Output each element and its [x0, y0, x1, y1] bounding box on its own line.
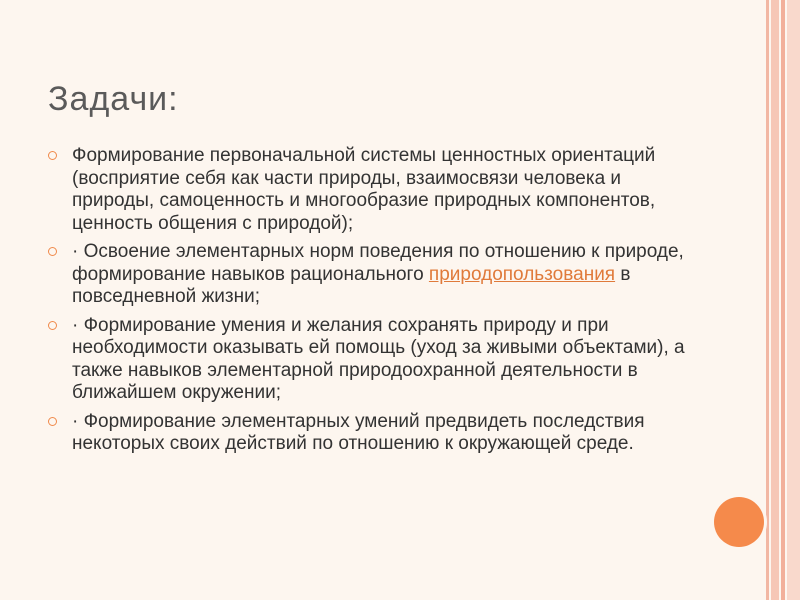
- bullet-text: · Формирование элементарных умений предвидеть последствия некоторых своих действий по отношению к окружающей среде.: [72, 410, 645, 454]
- bullet-circle-icon: [48, 321, 57, 330]
- bullet-circle-icon: [48, 417, 57, 426]
- bullet-circle-icon: [48, 151, 57, 160]
- bullet-item: [48, 411, 698, 456]
- decorative-circle: [714, 497, 764, 547]
- decorative-stripe: [787, 0, 800, 600]
- bullet-text-after: в повседневной жизни;: [72, 263, 631, 307]
- bullet-item: [48, 315, 698, 405]
- bullet-circle-icon: [48, 247, 57, 256]
- decorative-stripe: [766, 0, 769, 600]
- bullet-list: [48, 145, 698, 462]
- bullet-text: Формирование первоначальной системы ценностных ориентаций (восприятие себя как части природы, взаимосвязи человека и природы, самоценность и многообразие природных компонентов, ценность общения с природой);: [72, 145, 656, 234]
- slide-title: Задачи:: [48, 80, 179, 118]
- decorative-stripe: [781, 0, 785, 600]
- decorative-stripe: [771, 0, 779, 600]
- bullet-text-before: · Освоение элементарных норм поведения по отношению к природе, формирование навыков рационального: [72, 241, 684, 285]
- nature-management-link[interactable]: природопользования: [428, 263, 616, 285]
- bullet-text: · Формирование умения и желания сохранять природу и при необходимости оказывать ей помощь (уход за живыми объектами), а также навыков элементарной природоохранной деятельности в ближайшем окружении;: [72, 314, 685, 403]
- bullet-item: [48, 241, 698, 309]
- bullet-item: [48, 145, 698, 235]
